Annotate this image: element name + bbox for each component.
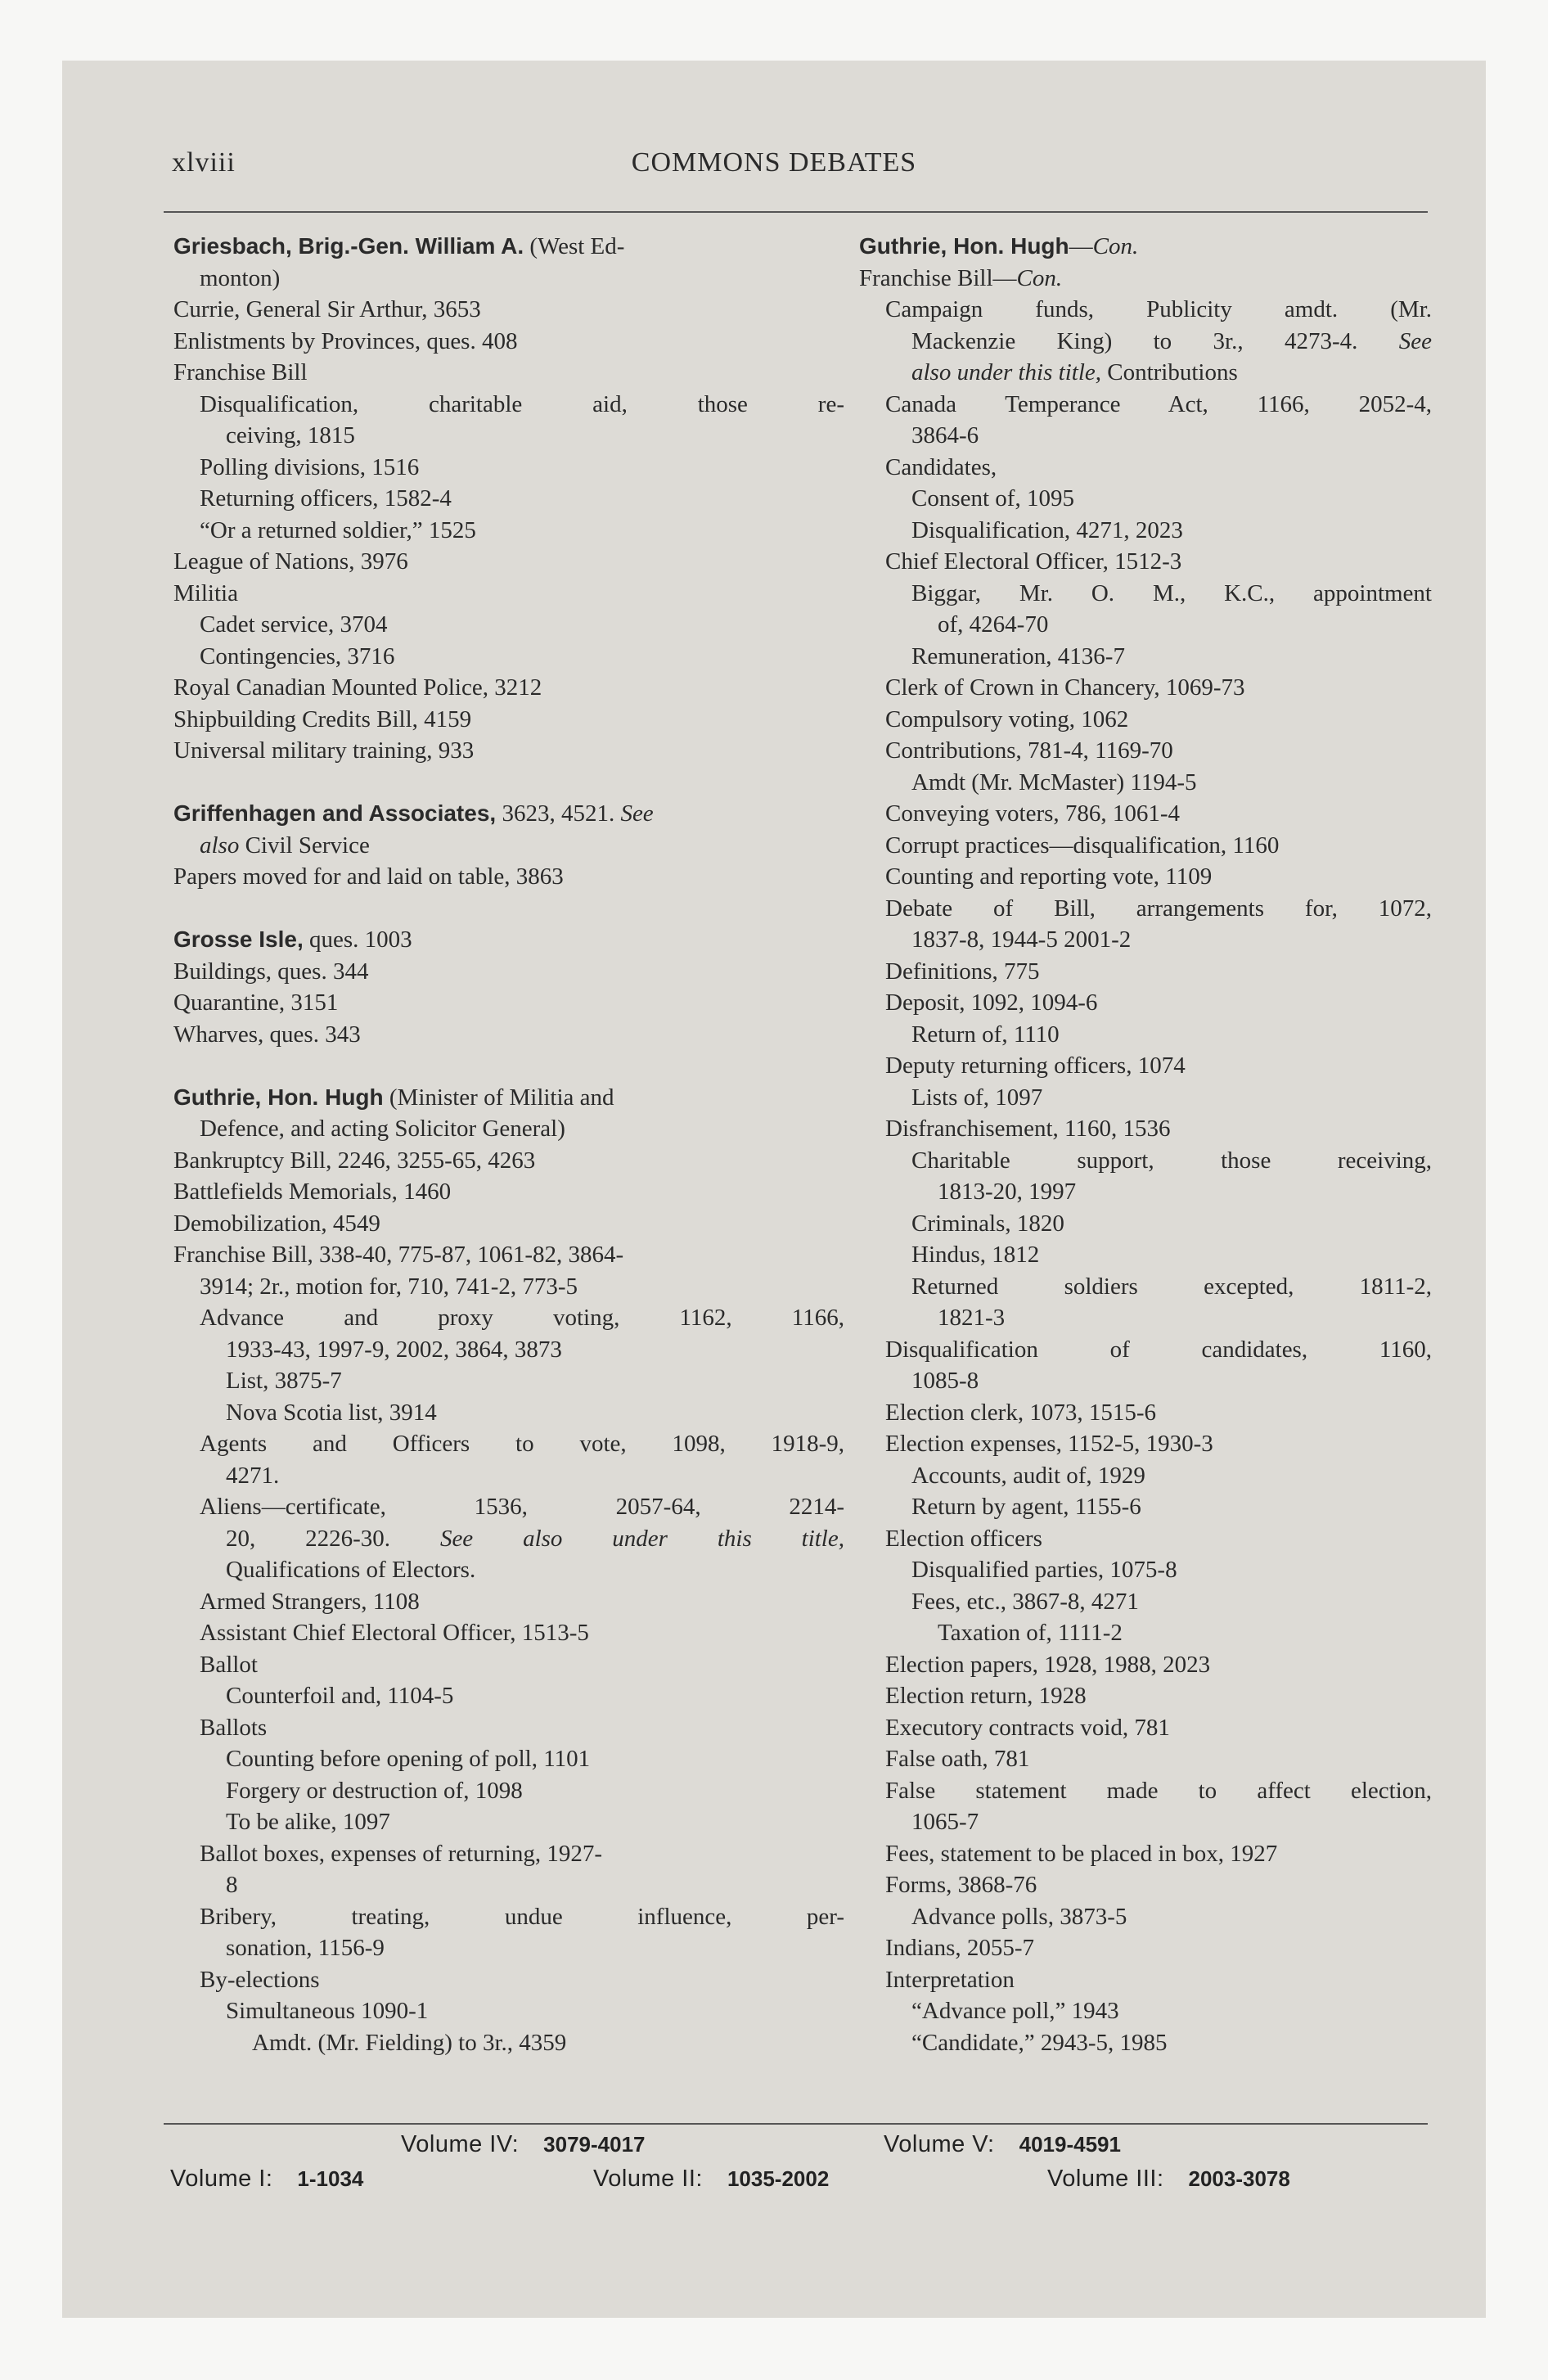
entry-text: Universal military training, 933 [173, 737, 475, 764]
index-entry [859, 1208, 1432, 1240]
entry-text: Clerk of Crown in Chancery, 1069-73 [885, 674, 1245, 701]
index-entry [859, 641, 1432, 673]
index-entry [859, 1743, 1432, 1775]
entry-text: Polling divisions, 1516 [200, 453, 420, 480]
index-entry [859, 1302, 1432, 1334]
italic-text: See also under this title, [439, 1525, 844, 1552]
index-entry [859, 1586, 1432, 1618]
index-entry [859, 357, 1432, 389]
index-entry [173, 1617, 844, 1649]
index-entry [859, 1334, 1432, 1366]
index-entry [173, 1869, 844, 1901]
index-entry [859, 1271, 1432, 1303]
entry-text: 1837-8, 1944-5 2001-2 [911, 926, 1132, 953]
index-entry [173, 1460, 844, 1492]
entry-text: Corrupt practices—disqualification, 1160 [885, 832, 1280, 859]
index-entry [859, 326, 1432, 358]
index-entry [859, 1397, 1432, 1429]
index-entry [173, 861, 844, 893]
index-entry [173, 515, 844, 547]
index-entry [859, 1050, 1432, 1082]
page-folio: xlviii [172, 147, 236, 178]
entry-text: Chief Electoral Officer, 1512-3 [885, 548, 1182, 575]
entry-text: Mackenzie King) to 3r., 4273-4. [911, 327, 1399, 354]
index-entry [173, 1964, 844, 1996]
index-entry [173, 1334, 844, 1366]
index-entry [859, 1712, 1432, 1744]
index-entry [859, 578, 1432, 610]
index-entry [859, 515, 1432, 547]
entry-text: 8 [226, 1872, 238, 1898]
volume-iii-ref [1047, 2166, 1290, 2193]
index-entry [859, 956, 1432, 988]
entry-text: Interpretation [885, 1966, 1015, 1993]
index-entry [173, 1491, 844, 1523]
index-heading [173, 798, 844, 830]
entry-text: 1085-8 [911, 1368, 979, 1394]
index-entry [859, 1082, 1432, 1114]
entry-text: Counting and reporting vote, 1109 [885, 863, 1213, 890]
entry-text: Consent of, 1095 [911, 485, 1074, 512]
entry-text: Militia [173, 579, 238, 606]
entry-text: Currie, General Sir Arthur, 3653 [173, 296, 481, 322]
entry-text: Ballot [200, 1651, 258, 1678]
index-entry [859, 1491, 1432, 1523]
index-entry [173, 1019, 844, 1051]
index-entry [859, 1428, 1432, 1460]
index-entry [859, 1775, 1432, 1807]
italic-text: See [1398, 327, 1432, 354]
entry-text: 3864-6 [911, 422, 979, 449]
index-entry [173, 452, 844, 484]
entry-text: Fees, statement to be placed in box, 1927 [885, 1840, 1278, 1867]
index-entry [173, 1523, 844, 1555]
index-entry [173, 1428, 844, 1460]
entry-text: ques. 1003 [303, 926, 412, 953]
index-entry [173, 1680, 844, 1712]
entry-text: monton) [200, 264, 281, 291]
index-entry [859, 1523, 1432, 1555]
entry-text: Counting before opening of poll, 1101 [226, 1746, 591, 1772]
index-entry [173, 1239, 844, 1271]
entry-text: Compulsory voting, 1062 [885, 705, 1129, 732]
index-entry [859, 389, 1432, 421]
entry-text: Franchise Bill— [859, 264, 1017, 291]
index-entry [173, 987, 844, 1019]
volume-range: 2003-3078 [1188, 2166, 1290, 2191]
entry-text: Qualifications of Electors. [226, 1557, 476, 1583]
italic-text: also under this title, [911, 359, 1101, 385]
entry-text: Amdt (Mr. McMaster) 1194-5 [911, 769, 1197, 796]
entry-text: (West Ed- [524, 233, 625, 259]
index-entry [859, 546, 1432, 578]
heading-name: Grosse Isle, [173, 926, 304, 952]
entry-text: Bribery, treating, undue influence, per- [200, 1903, 844, 1930]
entry-text: Return by agent, 1155-6 [911, 1494, 1141, 1520]
entry-text: Canada Temperance Act, 1166, 2052-4, [885, 390, 1432, 417]
entry-text: Bankruptcy Bill, 2246, 3255-65, 4263 [173, 1147, 536, 1174]
entry-text: Remuneration, 4136-7 [911, 642, 1125, 669]
entry-text: 3623, 4521. [496, 800, 621, 827]
entry-text: 1813-20, 1997 [938, 1179, 1077, 1205]
entry-text: Advance polls, 3873-5 [911, 1903, 1127, 1930]
index-entry [173, 1586, 844, 1618]
index-entry [859, 1901, 1432, 1933]
entry-text: Conveying voters, 786, 1061-4 [885, 800, 1181, 827]
index-entry [859, 1995, 1432, 2027]
index-heading [173, 231, 844, 263]
index-heading [859, 231, 1432, 263]
entry-text: 4271. [226, 1462, 280, 1489]
index-entry [173, 1302, 844, 1334]
index-entry [173, 1145, 844, 1177]
entry-text: Franchise Bill [173, 359, 308, 385]
entry-text: Civil Service [239, 832, 370, 859]
heading-name: Griesbach, Brig.-Gen. William A. [173, 233, 524, 259]
entry-text: — [1069, 233, 1093, 259]
index-entry [173, 546, 844, 578]
index-entry [173, 483, 844, 515]
index-entry [173, 420, 844, 452]
entry-text: Hindus, 1812 [911, 1242, 1040, 1268]
volume-label: Volume II: [593, 2166, 703, 2192]
index-entry [859, 704, 1432, 736]
entry-text: Contributions [1101, 359, 1238, 385]
index-entry [173, 704, 844, 736]
entry-text: Shipbuilding Credits Bill, 4159 [173, 705, 472, 732]
index-entry [173, 1995, 844, 2027]
entry-text: Accounts, audit of, 1929 [911, 1462, 1145, 1489]
index-entry [859, 893, 1432, 925]
index-entry [173, 672, 844, 704]
entry-text: Battlefields Memorials, 1460 [173, 1179, 452, 1205]
index-entry [173, 1176, 844, 1208]
index-entry [173, 641, 844, 673]
italic-text: Con. [1016, 264, 1063, 291]
header-rule [164, 211, 1428, 213]
heading-name: Guthrie, Hon. Hugh [859, 233, 1069, 259]
entry-text: League of Nations, 3976 [173, 548, 408, 575]
index-entry [859, 1680, 1432, 1712]
entry-text: Contingencies, 3716 [200, 642, 395, 669]
entry-text: By-elections [200, 1966, 320, 1993]
index-entry [859, 1964, 1432, 1996]
index-heading [173, 1082, 844, 1114]
entry-text: 3914; 2r., motion for, 710, 741-2, 773-5 [200, 1273, 578, 1300]
volume-label: Volume IV: [401, 2131, 520, 2157]
entry-text: Election officers [885, 1525, 1042, 1552]
index-entry [859, 1869, 1432, 1901]
entry-text: Deposit, 1092, 1094-6 [885, 989, 1098, 1016]
index-entry [173, 1554, 844, 1586]
volume-range: 1035-2002 [727, 2166, 830, 2191]
index-entry [173, 1806, 844, 1838]
index-entry [173, 1712, 844, 1744]
index-entry [859, 1806, 1432, 1838]
entry-text: Amdt. (Mr. Fielding) to 3r., 4359 [252, 2029, 567, 2056]
index-entry [173, 2027, 844, 2059]
entry-text: Returning officers, 1582-4 [200, 485, 452, 512]
index-entry [173, 1743, 844, 1775]
entry-text: Nova Scotia list, 3914 [226, 1399, 437, 1426]
index-column-left [173, 231, 844, 2058]
index-entry [859, 1365, 1432, 1397]
entry-text: “Advance poll,” 1943 [911, 1998, 1119, 2024]
entry-text: Assistant Chief Electoral Officer, 1513-5 [200, 1620, 589, 1646]
index-entry [173, 263, 844, 295]
entry-text: “Candidate,” 2943-5, 1985 [911, 2029, 1168, 2056]
entry-text: Returned soldiers excepted, 1811-2, [911, 1273, 1432, 1300]
entry-text: Charitable support, those receiving, [911, 1147, 1432, 1174]
entry-text: Agents and Officers to vote, 1098, 1918-9, [200, 1431, 844, 1457]
entry-text: Disqualified parties, 1075-8 [911, 1557, 1177, 1583]
entry-text: Ballots [200, 1714, 268, 1741]
entry-text: 1933-43, 1997-9, 2002, 3864, 3873 [226, 1336, 562, 1363]
entry-text: Forms, 3868-76 [885, 1872, 1037, 1898]
entry-text: Aliens—certificate, 1536, 2057-64, 2214- [200, 1494, 844, 1520]
index-entry [859, 1460, 1432, 1492]
index-entry [859, 924, 1432, 956]
index-entry [173, 609, 844, 641]
entry-text: Disqualification, charitable aid, those re- [200, 390, 844, 417]
index-column-right [859, 231, 1432, 2058]
entry-text: Simultaneous 1090-1 [226, 1998, 429, 2024]
volume-range: 3079-4017 [543, 2132, 646, 2157]
entry-text: Advance and proxy voting, 1162, 1166, [200, 1305, 844, 1331]
index-entry [859, 420, 1432, 452]
index-entry [859, 1617, 1432, 1649]
entry-text: Indians, 2055-7 [885, 1935, 1035, 1961]
italic-text: Con. [1092, 233, 1139, 259]
index-entry [173, 1838, 844, 1870]
index-entry [859, 452, 1432, 484]
entry-spacer [173, 767, 844, 799]
index-heading [173, 924, 844, 956]
index-entry [173, 1649, 844, 1681]
entry-text: sonation, 1156-9 [226, 1935, 385, 1961]
volume-label: Volume V: [884, 2131, 995, 2157]
index-entry [173, 389, 844, 421]
volume-range: 4019-4591 [1019, 2132, 1121, 2157]
entry-text: To be alike, 1097 [226, 1809, 390, 1835]
volume-i-ref [170, 2166, 363, 2193]
entry-text: Election papers, 1928, 1988, 2023 [885, 1651, 1211, 1678]
page-title: COMMONS DEBATES [631, 147, 917, 178]
volume-label: Volume I: [170, 2166, 273, 2192]
entry-text: (Minister of Militia and [383, 1084, 614, 1111]
entry-text: Ballot boxes, expenses of returning, 1927- [200, 1840, 603, 1867]
index-entry [173, 830, 844, 862]
entry-text: ceiving, 1815 [226, 422, 355, 449]
entry-text: Wharves, ques. 343 [173, 1021, 361, 1048]
index-entry [173, 956, 844, 988]
entry-text: Buildings, ques. 344 [173, 958, 369, 985]
volume-label: Volume III: [1047, 2166, 1164, 2192]
volume-ii-ref [593, 2166, 829, 2193]
index-entry [859, 861, 1432, 893]
entry-text: Candidates, [885, 453, 997, 480]
entry-text: Election clerk, 1073, 1515-6 [885, 1399, 1156, 1426]
index-entry [173, 357, 844, 389]
entry-text: Defence, and acting Solicitor General) [200, 1116, 565, 1142]
index-entry [859, 1176, 1432, 1208]
entry-text: Election return, 1928 [885, 1683, 1087, 1709]
entry-text: Royal Canadian Mounted Police, 3212 [173, 674, 542, 701]
index-entry [859, 263, 1432, 295]
entry-text: Disqualification, 4271, 2023 [911, 516, 1183, 543]
entry-text: List, 3875-7 [226, 1368, 342, 1394]
index-entry [173, 1775, 844, 1807]
entry-text: Campaign funds, Publicity amdt. (Mr. [885, 296, 1432, 322]
heading-name: Griffenhagen and Associates, [173, 800, 497, 826]
entry-text: Demobilization, 4549 [173, 1210, 380, 1237]
entry-text: Armed Strangers, 1108 [200, 1588, 420, 1615]
volume-iv-ref [401, 2131, 646, 2158]
index-entry [859, 735, 1432, 767]
index-entry [859, 1932, 1432, 1964]
index-entry [859, 1554, 1432, 1586]
entry-text: False oath, 781 [885, 1746, 1030, 1772]
entry-text: Executory contracts void, 781 [885, 1714, 1170, 1741]
entry-text: Counterfoil and, 1104-5 [226, 1683, 454, 1709]
entry-text: Disfranchisement, 1160, 1536 [885, 1116, 1171, 1142]
entry-text: Criminals, 1820 [911, 1210, 1064, 1237]
index-entry [173, 294, 844, 326]
index-entry [173, 1397, 844, 1429]
index-entry [173, 1208, 844, 1240]
index-entry [859, 987, 1432, 1019]
index-entry [173, 1365, 844, 1397]
heading-name: Guthrie, Hon. Hugh [173, 1084, 384, 1110]
entry-text: 1065-7 [911, 1809, 979, 1835]
index-entry [173, 578, 844, 610]
italic-text: also [200, 832, 240, 859]
entry-spacer [173, 1050, 844, 1082]
index-entry [859, 609, 1432, 641]
index-entry [173, 1901, 844, 1933]
index-entry [859, 2027, 1432, 2059]
index-entry [859, 483, 1432, 515]
entry-text: Lists of, 1097 [911, 1084, 1043, 1111]
entry-text: 20, 2226-30. [226, 1525, 440, 1552]
entry-text: Biggar, Mr. O. M., K.C., appointment [911, 579, 1432, 606]
footer-rule [164, 2123, 1428, 2125]
entry-text: Forgery or destruction of, 1098 [226, 1777, 523, 1804]
index-entry [173, 735, 844, 767]
index-entry [173, 1932, 844, 1964]
entry-text: Quarantine, 3151 [173, 989, 339, 1016]
entry-text: Definitions, 775 [885, 958, 1040, 985]
entry-spacer [173, 893, 844, 925]
index-entry [859, 1019, 1432, 1051]
index-entry [859, 672, 1432, 704]
index-entry [859, 294, 1432, 326]
entry-text: Disqualification of candidates, 1160, [885, 1336, 1432, 1363]
entry-text: Deputy returning officers, 1074 [885, 1053, 1186, 1079]
index-entry [173, 1271, 844, 1303]
entry-text: 1821-3 [938, 1305, 1006, 1331]
index-entry [859, 767, 1432, 799]
entry-text: Papers moved for and laid on table, 3863 [173, 863, 564, 890]
entry-text: Taxation of, 1111-2 [938, 1620, 1123, 1646]
entry-text: Fees, etc., 3867-8, 4271 [911, 1588, 1139, 1615]
index-entry [173, 1113, 844, 1145]
index-entry [859, 1239, 1432, 1271]
italic-text: See [620, 800, 654, 827]
volume-v-ref [884, 2131, 1121, 2158]
volume-range: 1-1034 [297, 2166, 364, 2191]
entry-text: Contributions, 781-4, 1169-70 [885, 737, 1173, 764]
entry-text: Election expenses, 1152-5, 1930-3 [885, 1431, 1213, 1457]
entry-text: of, 4264-70 [938, 611, 1049, 638]
entry-text: Cadet service, 3704 [200, 611, 388, 638]
index-entry [859, 830, 1432, 862]
entry-text: Franchise Bill, 338-40, 775-87, 1061-82, 3864- [173, 1242, 624, 1268]
entry-text: False statement made to affect election, [885, 1777, 1432, 1804]
entry-text: Debate of Bill, arrangements for, 1072, [885, 895, 1432, 922]
index-entry [859, 1649, 1432, 1681]
index-entry [173, 326, 844, 358]
index-entry [859, 798, 1432, 830]
entry-text: “Or a returned soldier,” 1525 [200, 516, 476, 543]
index-entry [859, 1145, 1432, 1177]
entry-text: Return of, 1110 [911, 1021, 1060, 1048]
index-entry [859, 1838, 1432, 1870]
index-entry [859, 1113, 1432, 1145]
entry-text: Enlistments by Provinces, ques. 408 [173, 327, 518, 354]
